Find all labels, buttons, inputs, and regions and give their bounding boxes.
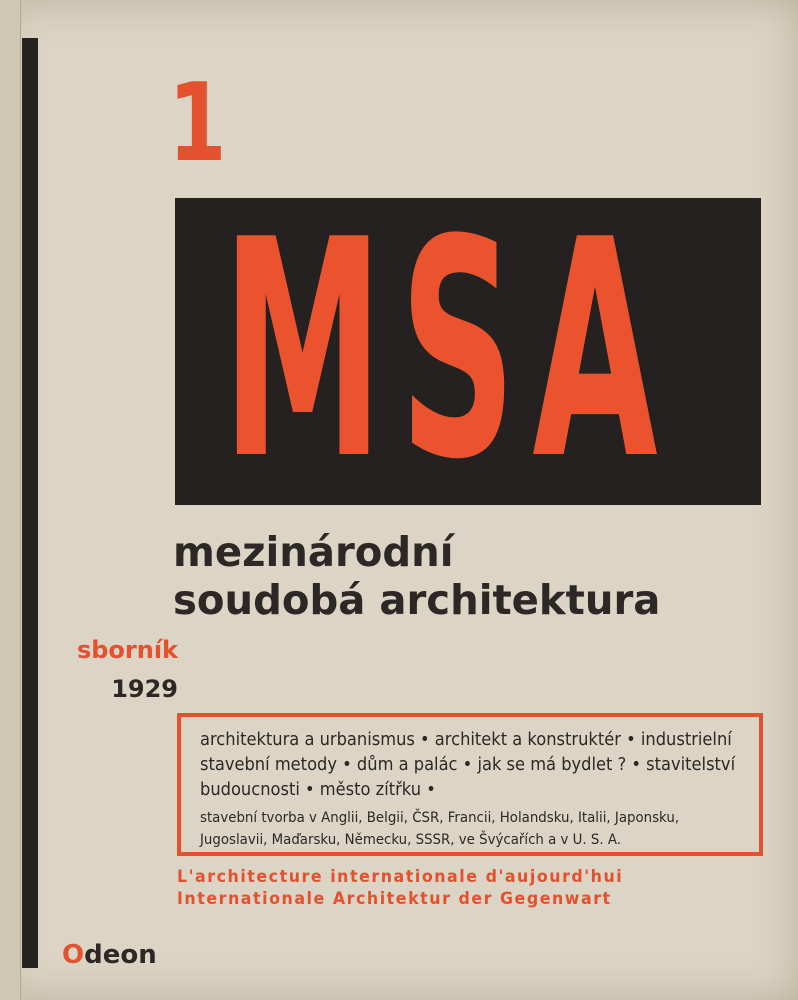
countries-line: Jugoslavii, Maďarsku, Německu, SSSR, ve Švýcařích a v U. S. A. — [200, 832, 621, 848]
title-block — [175, 176, 761, 525]
subtitle-line-2: soudobá architektura — [173, 576, 661, 624]
title-german: Internationale Architektur der Gegenwart — [177, 889, 612, 908]
topics-line: budoucnosti • město zítřku • — [200, 780, 436, 800]
topics-line: stavební metody • dům a palác • jak se má bydlet ? • stavitelství — [200, 755, 736, 775]
series-label: sborník — [76, 636, 178, 664]
alternate-titles — [177, 866, 642, 910]
subtitle — [173, 528, 670, 624]
spine-edge — [0, 0, 21, 1000]
title-french: L'architecture internationale d'aujourd'hui — [177, 867, 624, 886]
cover-title: MSA — [222, 176, 674, 525]
issue-number: 1 — [168, 61, 226, 186]
countries-line: stavební tvorba v Anglii, Belgii, ČSR, Francii, Holandsku, Italii, Japonsku, — [200, 810, 680, 826]
spine-bar — [22, 38, 38, 968]
subtitle-line-1: mezinárodní — [173, 528, 454, 576]
contents-box — [177, 713, 763, 856]
publisher-logo — [62, 940, 157, 970]
countries-list — [200, 807, 759, 851]
topics-list — [200, 728, 759, 803]
year: 1929 — [111, 675, 178, 703]
publisher-name-rest: deon — [84, 940, 157, 970]
publisher-initial: O — [62, 940, 85, 970]
topics-line: architektura a urbanismus • architekt a konstruktér • industrielní — [200, 730, 732, 750]
